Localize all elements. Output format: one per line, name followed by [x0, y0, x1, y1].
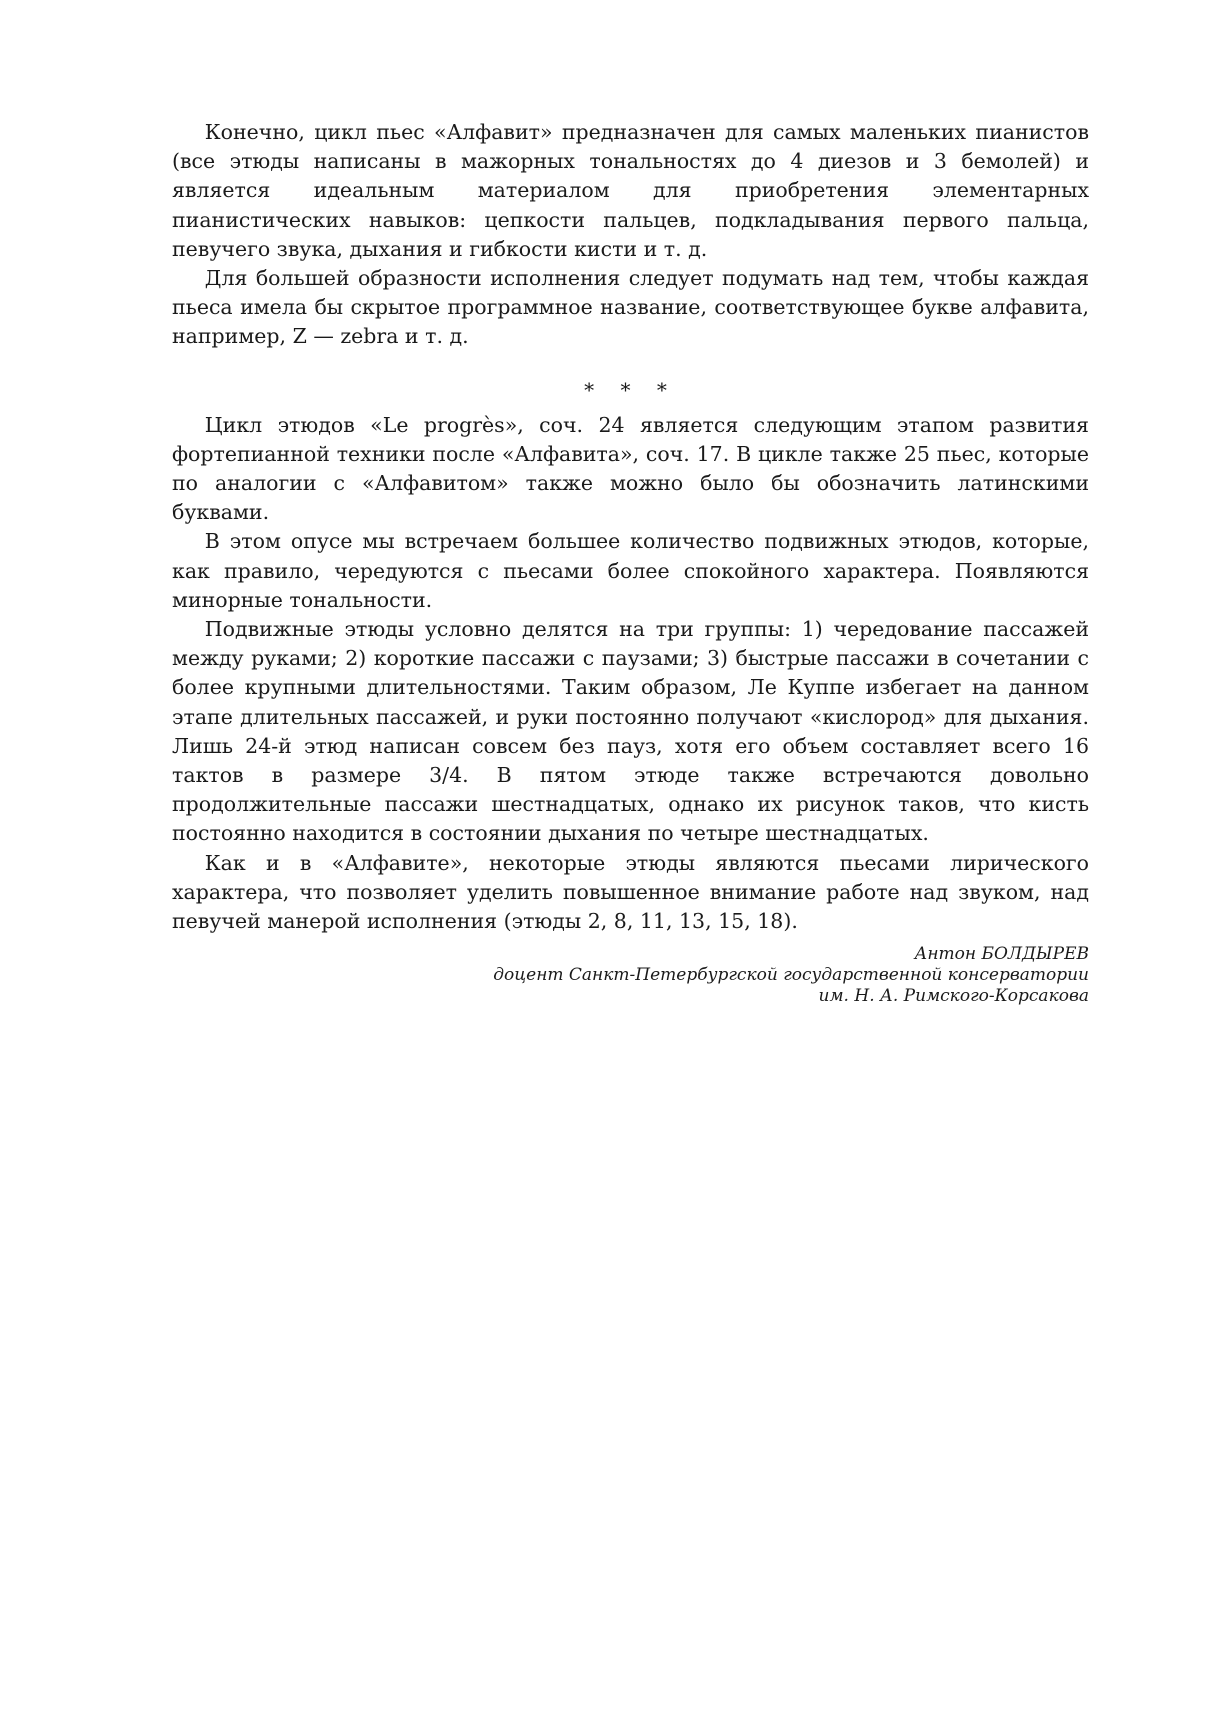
author-position: доцент Санкт-Петербургской государственной консерватории: [493, 965, 1089, 986]
paragraph-fast-etudes-groups: Подвижные этюды условно делятся на три группы: 1) чередование пассажей между руками; 2) короткие пассажи с паузами; 3) быстрые пассажи в сочетании с более крупными длительностями. Таким образом, Ле Куппе избегает на данном этапе длительных пассажей, и руки постоянно получают «кислород» для дыхания. Лишь 24-й этюд написан совсем без пауз, хотя его объем составляет всего 16 тактов в размере 3/4. В пятом этюде также встречаются довольно продолжительные пассажи шестнадцатых, однако их рисунок таков, что кисть постоянно находится в состоянии дыхания по четыре шестнадцатых.: [172, 617, 1089, 846]
author-name: Антон БОЛДЫРЕВ: [914, 944, 1089, 965]
section-alphabet: [172, 118, 1089, 352]
paragraph-opus-overview: В этом опусе мы встречаем большее количество подвижных этюдов, которые, как правило, чередуются с пьесами более спокойного характера. Появляются минорные тональности.: [172, 529, 1089, 612]
paragraph-alphabet-purpose: Конечно, цикл пьес «Алфавит» предназначен для самых маленьких пианистов (все этюды написаны в мажорных тональностях до 4 диезов и 3 бемолей) и является идеальным материалом для приобретения элементарных пианистических навыков: цепкости пальцев, подкладывания первого пальца, певучего звука, дыхания и гибкости кисти и т. д.: [172, 120, 1089, 261]
section-divider-asterism: * * *: [584, 377, 677, 402]
paragraph-program-names: Для большей образности исполнения следует подумать над тем, чтобы каждая пьеса имела бы скрытое программное название, соответствующее букве алфавита, например, Z — zebra и т. д.: [172, 266, 1089, 349]
paragraph-le-progres-intro: Цикл этюдов «Le progrès», соч. 24 является следующим этапом развития фортепианной техники после «Алфавита», соч. 17. В цикле также 25 пьес, которые по аналогии с «Алфавитом» также можно было бы обозначить латинскими буквами.: [172, 412, 1089, 525]
page-content: [172, 118, 1089, 1007]
paragraph-lyrical-etudes: Как и в «Алфавите», некоторые этюды являются пьесами лирического характера, что позволяет уделить повышенное внимание работе над звуком, над певучей манерой исполнения (этюды 2, 8, 11, 13, 15, 18).: [172, 850, 1089, 934]
section-le-progres: [172, 411, 1089, 937]
author-signature: [172, 944, 1089, 1007]
author-institution: им. Н. А. Римского-Корсакова: [818, 986, 1089, 1007]
